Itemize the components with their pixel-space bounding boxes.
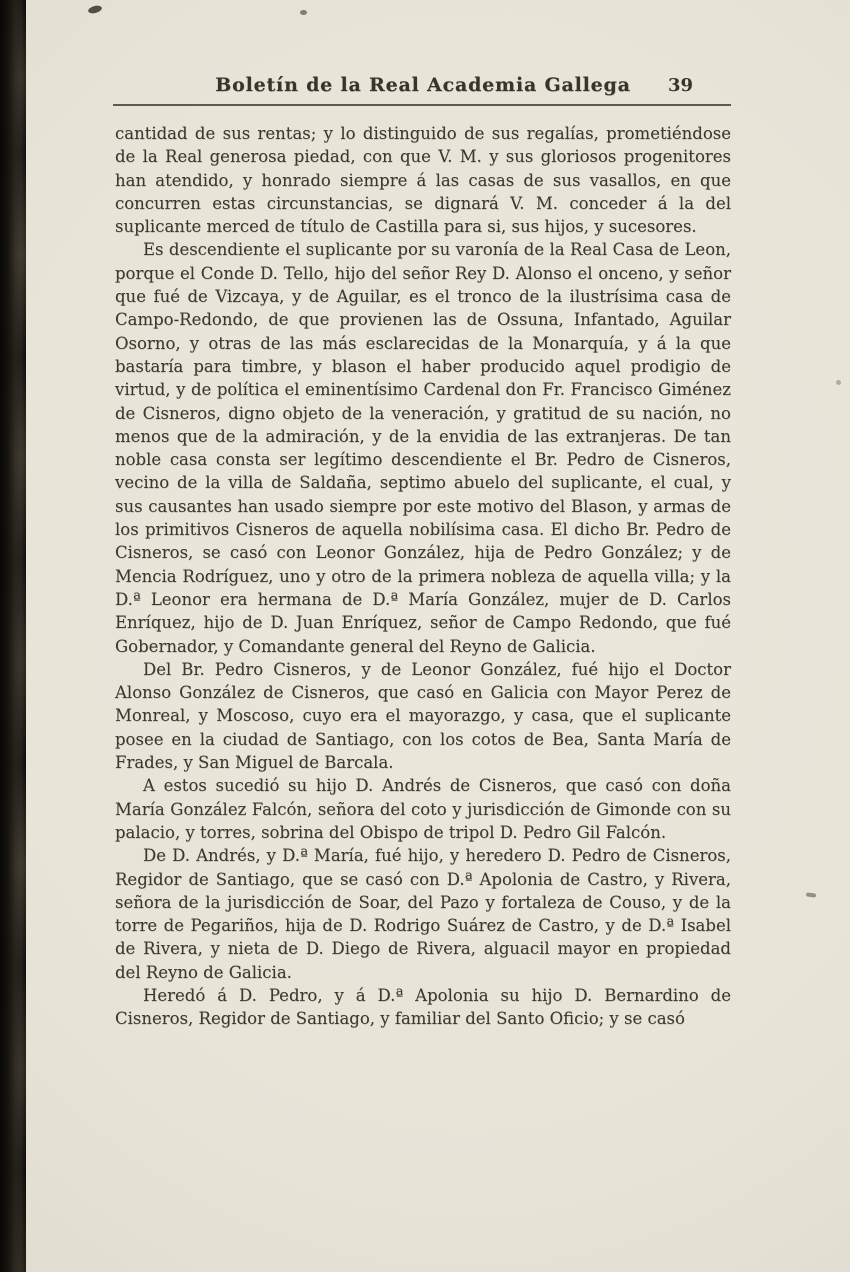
journal-title: Boletín de la Real Academia Gallega (215, 74, 631, 96)
paragraph: cantidad de sus rentas; y lo distinguido de sus regalías, prometiéndose de la Real generosa piedad, con que V. M. y sus gloriosos progenitores han atendido, y honrado siempre á las casas de sus vasallos, en que concurren estas circunstancias, se dignará V. M. conceder á la del suplicante merced de título de Castilla para si, sus hijos, y sucesores. (115, 124, 731, 237)
paragraph: Del Br. Pedro Cisneros, y de Leonor González, fué hijo el Doctor Alonso González de Cisneros, que casó en Galicia con Mayor Perez de Monreal, y Moscoso, cuyo era el mayorazgo, y casa, que el suplicante posee en la ciudad de Santiago, con los cotos de Bea, Santa María de Frades, y San Miguel de Barcala. (115, 659, 731, 773)
scan-speck (300, 10, 307, 15)
paragraph: De D. Andrés, y D.ª María, fué hijo, y heredero D. Pedro de Cisneros, Regidor de Santiago, que se casó con D.ª Apolonia de Castro, y Rivera, señora de la jurisdicción de Soar, del Pazo y fortaleza de Couso, y de la torre de Pegariños, hija de D. Rodrigo Suárez de Castro, y de D.ª Isabel de Rivera, y nieta de D. Diego de Rivera, alguacil mayor en propiedad del Reyno de Galicia. (115, 846, 731, 982)
scan-speck (87, 4, 102, 14)
scan-speck (836, 380, 841, 385)
paragraph: A estos sucedió su hijo D. Andrés de Cisneros, que casó con doña María González Falcón, señora del coto y jurisdicción de Gimonde con su palacio, y torres, sobrina del Obispo de tripol D. Pedro Gil Falcón. (115, 776, 731, 842)
page-number: 39 (667, 75, 693, 96)
paragraph: Heredó á D. Pedro, y á D.ª Apolonia su hijo D. Bernardino de Cisneros, Regidor de Santiago, y familiar del Santo Oficio; y se casó (115, 985, 731, 1029)
scan-speck (806, 892, 816, 897)
paragraph: Es descendiente el suplicante por su varonía de la Real Casa de Leon, porque el Conde D. Tello, hijo del señor Rey D. Alonso el onceno, y señor que fué de Vizcaya, y de Aguilar, es el tronco de la ilustrísima casa de Campo-Redondo, de que provienen las de Ossuna, Infantado, Aguilar Osorno, y otras de las más esclarecidas de la Monarquía, y á la que bastaría para timbre, y blason el haber producido aquel prodigio de virtud, y de política el eminentísimo Cardenal don Fr. Francisco Giménez de Cisneros, digno objeto de la veneración, y gratitud de su nación, no menos que de la admiración, y de la envidia de las extranjeras. De tan noble casa consta ser legítimo descendiente el Br. Pedro de Cisneros, vecino de la villa de Saldaña, septimo abuelo del suplicante, el cual, y sus causantes han usado siempre por este motivo del Blason, y armas de los primitivos Cisneros de aquella nobilísima casa. El dicho Br. Pedro de Cisneros, se casó con Leonor González, hija de Pedro González; y de Mencia Rodríguez, uno y otro de la primera nobleza de aquella villa; y la D.ª Leonor era hermana de D.ª María González, mujer de D. Carlos Enríquez, hijo de D. Juan Enríquez, señor de Campo Redondo, que fué Gobernador, y Comandante general del Reyno de Galicia. (115, 240, 731, 656)
header-rule (113, 104, 731, 106)
binding-shadow (0, 0, 26, 1272)
page-content (115, 122, 731, 1031)
page-header (115, 74, 731, 96)
